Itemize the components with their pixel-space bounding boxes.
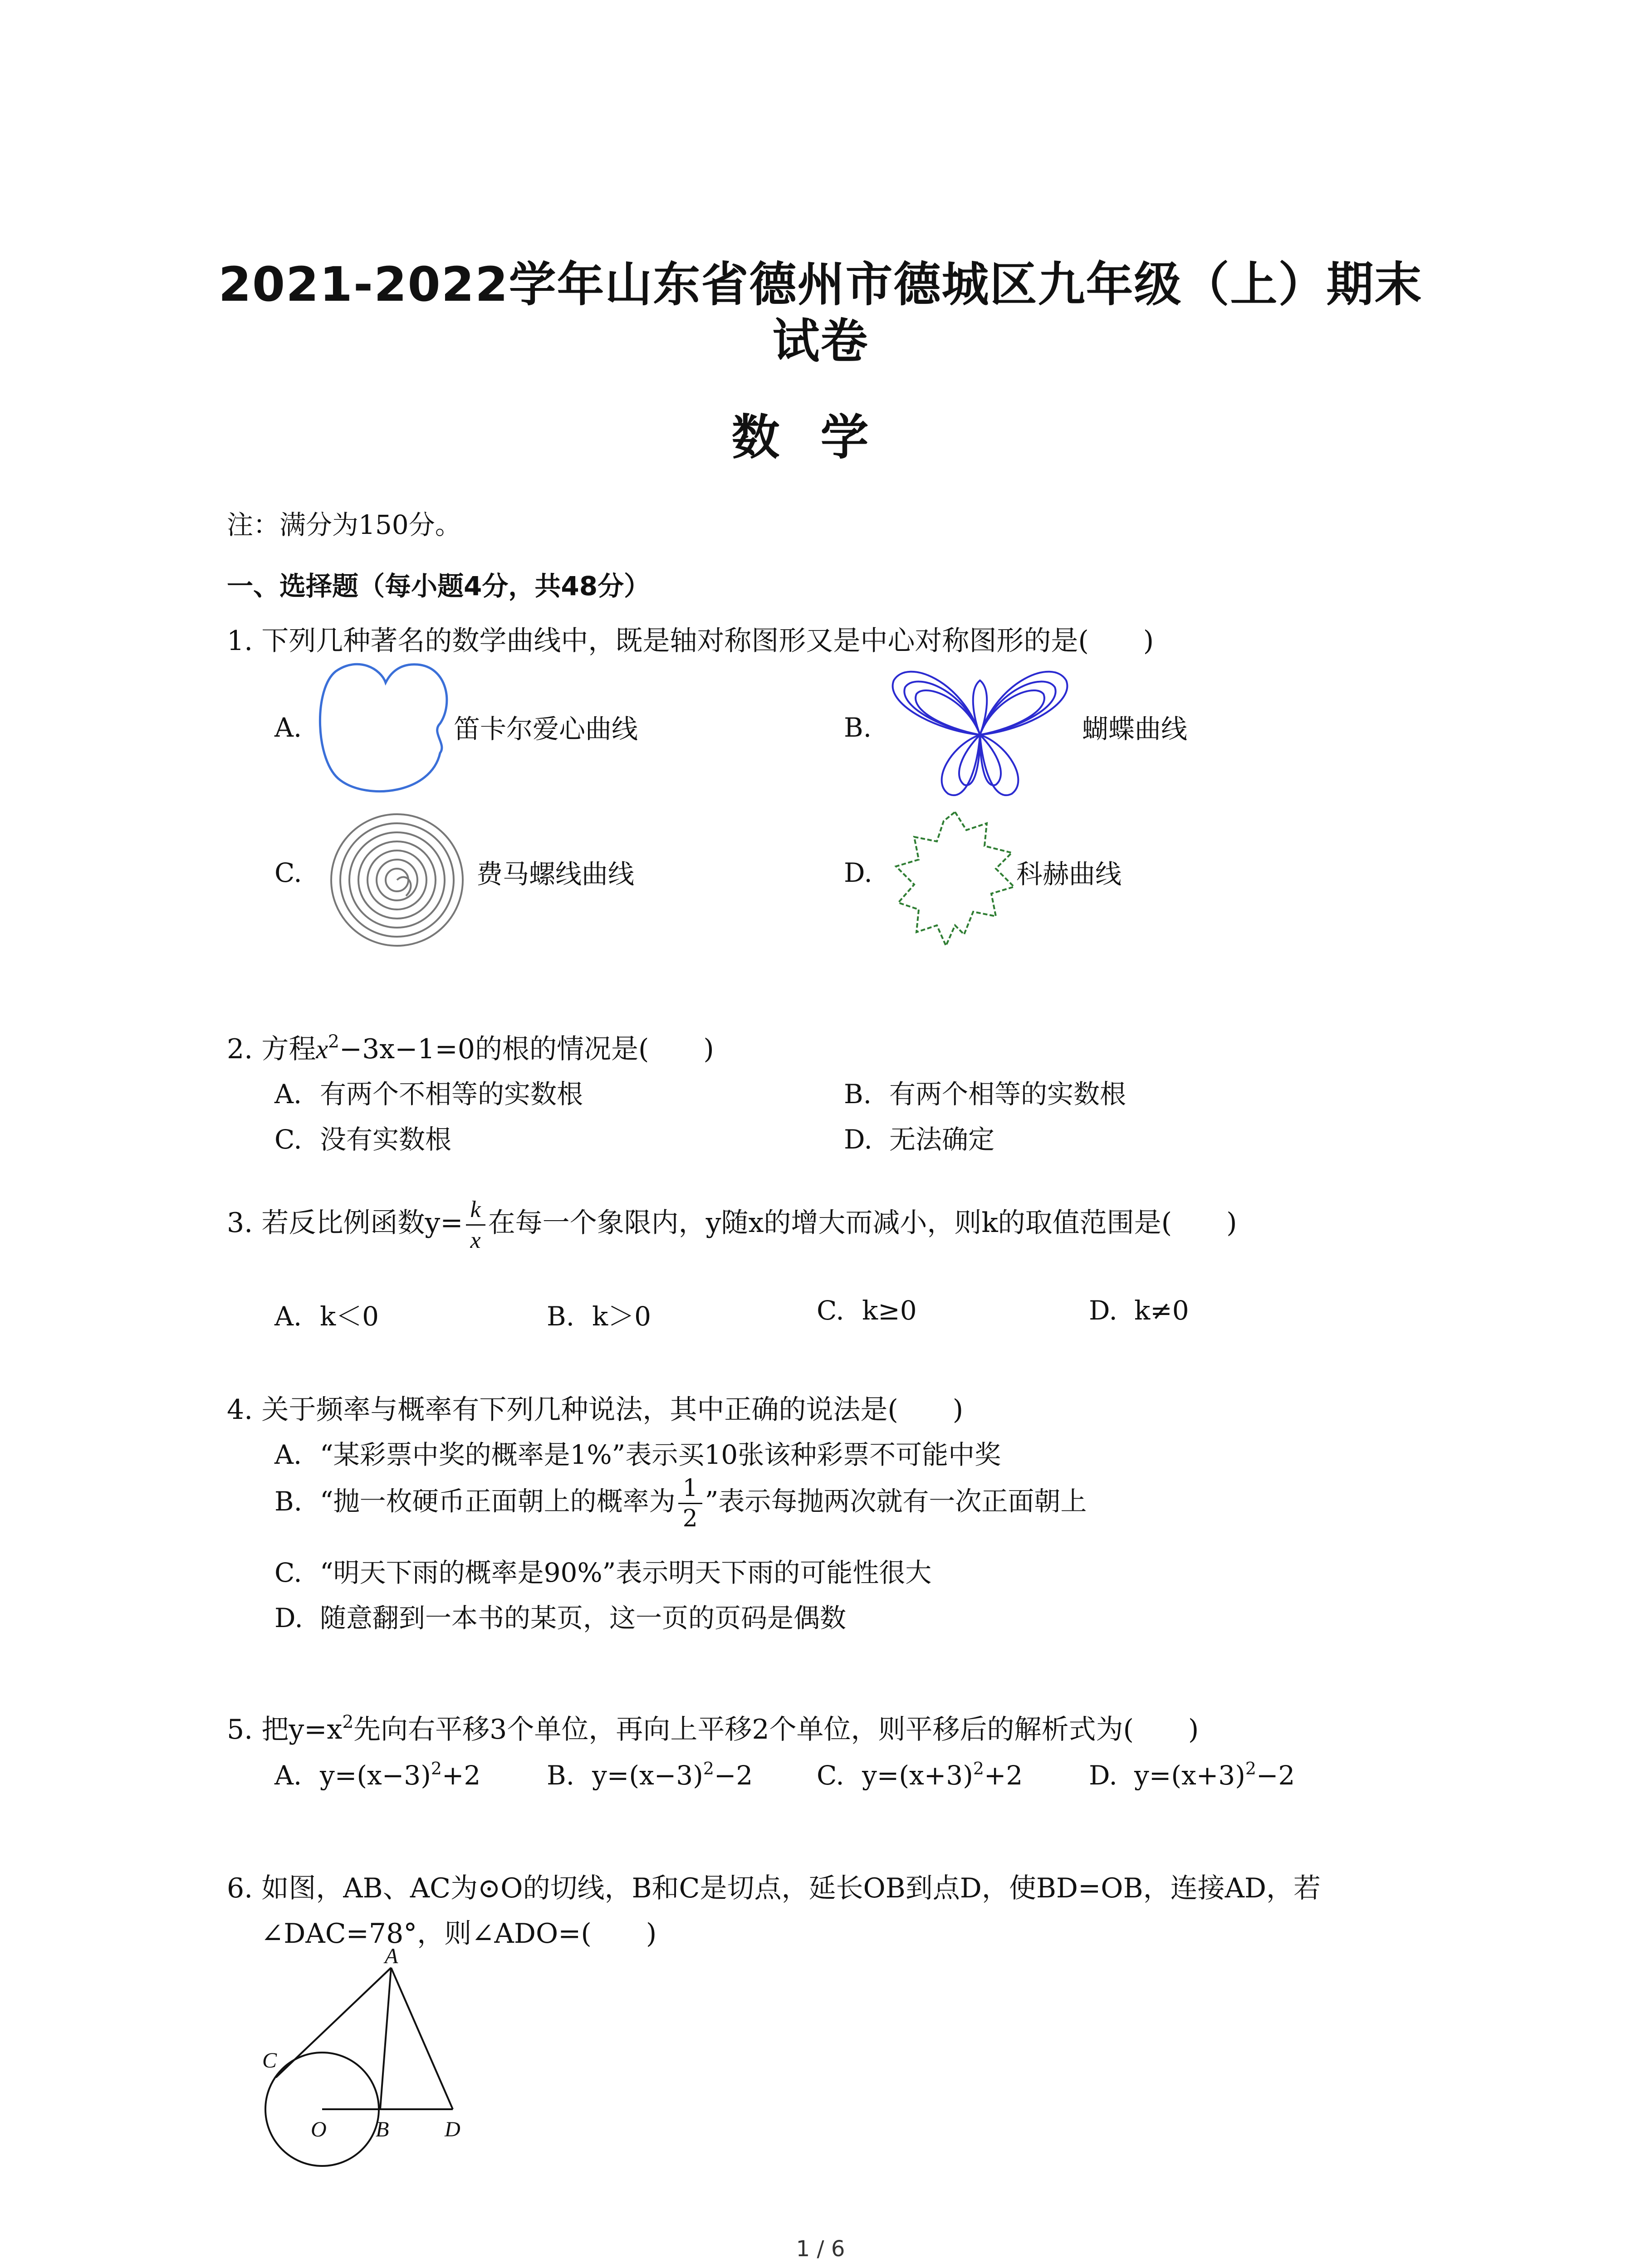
option-b — [274, 1476, 1087, 1530]
question-number: 3. — [227, 1207, 253, 1239]
point-label-o: O — [311, 2117, 327, 2141]
option-label: A. — [274, 1301, 302, 1332]
option-label: C. — [817, 1760, 844, 1791]
option-text: “明天下雨的概率是90%”表示明天下雨的可能性很大 — [320, 1557, 932, 1588]
option-c — [817, 1295, 917, 1326]
option-label: D. — [844, 857, 872, 888]
option-text: +2 — [441, 1760, 481, 1791]
exponent: 2 — [973, 1758, 984, 1779]
tangent-circle-geometry-figure — [262, 1944, 472, 2173]
option-label: B. — [844, 712, 872, 743]
exponent: 2 — [1245, 1758, 1256, 1779]
exponent: 2 — [703, 1758, 714, 1779]
question-stem: 把y=x — [261, 1714, 343, 1745]
option-text: +2 — [984, 1760, 1023, 1791]
option-label: D. — [1089, 1760, 1117, 1791]
option-label: C. — [274, 1557, 302, 1588]
koch-curve-figure — [894, 810, 1016, 950]
point-label-d: D — [445, 2117, 460, 2141]
option-text: y=(x−3) — [592, 1760, 703, 1791]
denominator: 2 — [682, 1505, 698, 1532]
butterfly-curve-figure — [889, 662, 1071, 803]
option-label: A. — [274, 1439, 302, 1470]
exponent: 2 — [328, 1031, 339, 1052]
exam-title-line2: 试卷 — [772, 313, 869, 369]
option-text: 无法确定 — [889, 1124, 995, 1155]
option-text: 科赫曲线 — [1016, 859, 1122, 890]
option-text: “某彩票中奖的概率是1%”表示买10张该种彩票不可能中奖 — [320, 1439, 1001, 1470]
option-label: C. — [274, 857, 302, 888]
fraction — [466, 1198, 485, 1252]
option-text: 蝴蝶曲线 — [1082, 714, 1188, 744]
option-text: 笛卡尔爱心曲线 — [454, 714, 638, 744]
option-label: B. — [274, 1486, 303, 1517]
question-stem: 如图，AB、AC为⊙O的切线，B和C是切点，延长OB到点D，使BD=OB，连接AD，若 — [261, 1872, 1321, 1904]
question-stem: 在每一个象限内，y随x的增大而减小，则k的取值范围是( ) — [488, 1207, 1237, 1239]
option-text: 有两个不相等的实数根 — [320, 1079, 583, 1110]
point-label-b: B — [376, 2117, 389, 2141]
numerator: k — [470, 1197, 481, 1222]
option-text: ”表示每抛两次就有一次正面朝上 — [705, 1486, 1087, 1517]
option-text: −2 — [714, 1760, 753, 1791]
option-label: C. — [274, 1124, 302, 1155]
option-text: 随意翻到一本书的某页，这一页的页码是偶数 — [320, 1603, 847, 1633]
option-c — [274, 1118, 451, 1156]
option-a — [274, 1760, 480, 1791]
question-number: 1. — [227, 625, 253, 657]
option-text: k≠0 — [1134, 1295, 1189, 1326]
exponent: 2 — [342, 1712, 354, 1733]
option-text: 没有实数根 — [320, 1124, 452, 1155]
segment-ac — [276, 1968, 391, 2077]
option-b — [547, 1760, 753, 1791]
option-label: D. — [844, 1124, 872, 1155]
exponent: 2 — [431, 1758, 442, 1779]
option-a — [274, 1295, 379, 1333]
option-text: “抛一枚硬币正面朝上的概率为 — [320, 1486, 676, 1517]
question-2 — [227, 1027, 714, 1066]
option-d — [274, 1597, 846, 1635]
question-number: 2. — [227, 1033, 253, 1065]
option-c — [817, 1760, 1023, 1791]
point-label-c: C — [262, 2048, 277, 2072]
fraction — [678, 1476, 702, 1530]
option-label: A. — [274, 712, 302, 743]
point-label-a: A — [385, 1944, 398, 1968]
question-5 — [227, 1708, 1199, 1747]
option-text: 有两个相等的实数根 — [889, 1079, 1127, 1110]
question-3 — [227, 1198, 1237, 1252]
option-label: A. — [274, 1760, 302, 1791]
question-number: 5. — [227, 1714, 253, 1745]
question-1 — [227, 619, 1154, 658]
question-stem: 下列几种著名的数学曲线中，既是轴对称图形又是中心对称图形的是( ) — [261, 625, 1154, 657]
segment-ad — [391, 1968, 453, 2109]
math-variable: x — [316, 1034, 328, 1064]
numerator: 1 — [678, 1476, 702, 1504]
option-b — [547, 1295, 651, 1333]
option-c — [274, 1551, 931, 1589]
spiral-curve-figure — [329, 812, 465, 948]
question-stem: 关于频率与概率有下列几种说法，其中正确的说法是( ) — [261, 1394, 964, 1426]
question-6 — [227, 1867, 1321, 1906]
question-stem: 方程 — [261, 1033, 316, 1065]
question-stem: 若反比例函数y= — [261, 1207, 463, 1239]
option-b — [844, 1073, 1126, 1111]
option-label: B. — [547, 1301, 575, 1332]
segment-ab — [380, 1968, 391, 2109]
option-text: −2 — [1256, 1760, 1295, 1791]
option-text: k≥0 — [862, 1295, 917, 1326]
page-number: 1 / 6 — [796, 2236, 845, 2262]
option-a — [274, 1433, 1001, 1471]
option-label: B. — [547, 1760, 575, 1791]
option-label: B. — [844, 1079, 872, 1110]
section-heading: 一、选择题（每小题4分，共48分） — [227, 571, 651, 601]
question-4 — [227, 1388, 963, 1427]
option-text: k＞0 — [592, 1301, 652, 1332]
question-stem: 先向右平移3个单位，再向上平移2个单位，则平移后的解析式为( ) — [353, 1714, 1199, 1745]
question-6-line2: ∠DAC=78°，则∠ADO=( ) — [261, 1918, 657, 1950]
option-text: k＜0 — [320, 1301, 379, 1332]
subject-heading: 数学 — [731, 410, 910, 465]
option-text: y=(x+3) — [862, 1760, 973, 1791]
question-number: 6. — [227, 1872, 253, 1904]
score-note: 注：满分为150分。 — [227, 509, 461, 540]
cardioid-curve-figure — [318, 658, 454, 798]
option-d — [1089, 1295, 1189, 1326]
option-label: D. — [1089, 1295, 1117, 1326]
exam-title-line1: 2021-2022学年山东省德州市德城区九年级（上）期末 — [218, 257, 1423, 312]
option-a — [274, 1073, 583, 1111]
denominator: x — [470, 1227, 481, 1253]
option-label: D. — [274, 1603, 303, 1633]
question-stem: −3x−1=0的根的情况是( ) — [339, 1033, 714, 1065]
option-d — [844, 1118, 994, 1156]
option-label: A. — [274, 1079, 302, 1110]
option-d — [1089, 1760, 1295, 1791]
option-text: y=(x−3) — [320, 1760, 431, 1791]
question-number: 4. — [227, 1394, 253, 1426]
option-label: C. — [817, 1295, 844, 1326]
option-text: 费马螺线曲线 — [476, 859, 635, 890]
option-text: y=(x+3) — [1134, 1760, 1245, 1791]
